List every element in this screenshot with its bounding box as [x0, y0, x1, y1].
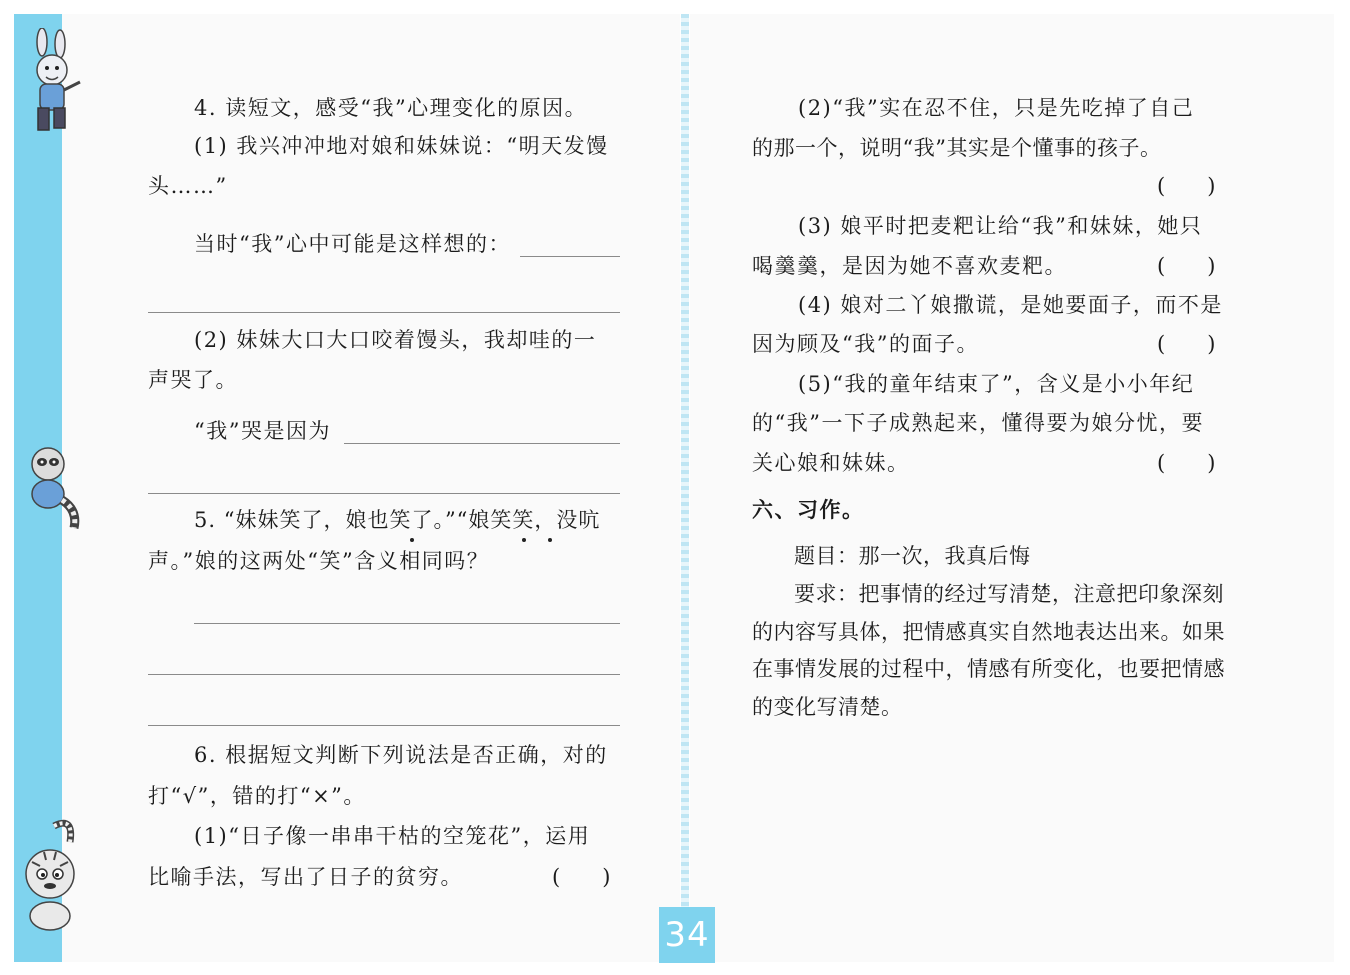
q4-2-prompt: “我”哭是因为: [194, 419, 331, 443]
emphasis-dot: [410, 538, 414, 542]
q6-5-text-line3: 关心娘和妹妹。: [752, 451, 910, 475]
q6-1-text-line2: 比喻手法，写出了日子的贫穷。: [148, 865, 463, 889]
writing-requirement-line1: 要求：把事情的经过写清楚，注意把印象深刻: [794, 582, 1224, 606]
q6-4-text-line1: (4) 娘对二丫娘撒谎，是她要面子，而不是: [798, 293, 1223, 317]
q6-text-line2: 打“√”，错的打“×”。: [148, 784, 366, 808]
q5-answer-line-1[interactable]: [194, 623, 620, 624]
raccoon-mascot-icon: [14, 442, 86, 534]
q5-text-line2: 声。”娘的这两处“笑”含义相同吗？: [148, 549, 490, 573]
answer-paren-q6-4[interactable]: ( ): [1157, 332, 1216, 356]
writing-requirement-line2: 的内容写具体，把情感真实自然地表达出来。如果: [752, 620, 1225, 644]
section-6-title: 六、习作。: [752, 497, 865, 522]
q6-text-line1: 6. 根据短文判断下列说法是否正确，对的: [194, 743, 608, 767]
page-number: 34: [659, 907, 715, 963]
q6-1-text-line1: (1)“日子像一串串干枯的空笼花”，运用: [194, 824, 591, 848]
q4-1-answer-line-1[interactable]: [520, 256, 620, 257]
q6-4-text-line2: 因为顾及“我”的面子。: [752, 332, 979, 356]
q4-1-text-line2: 头……”: [148, 174, 228, 198]
writing-topic: 题目：那一次，我真后悔: [794, 544, 1031, 568]
tiger-mascot-icon: [14, 816, 86, 934]
q4-title: 4. 读短文，感受“我”心理变化的原因。: [194, 96, 588, 120]
q4-2-answer-line-1[interactable]: [344, 443, 620, 444]
q6-5-text-line2: 的“我”一下子成熟起来，懂得要为娘分忧，要: [752, 411, 1204, 435]
q6-5-text-line1: (5)“我的童年结束了”，含义是小小年纪: [798, 372, 1195, 396]
rabbit-mascot-icon: [14, 28, 86, 140]
answer-paren-q6-5[interactable]: ( ): [1157, 451, 1216, 475]
q4-1-answer-line-2[interactable]: [148, 312, 620, 313]
answer-paren-q6-1[interactable]: ( ): [552, 865, 611, 889]
q6-3-text-line2: 喝羹羹，是因为她不喜欢麦粑。: [752, 254, 1067, 278]
answer-paren-q6-3[interactable]: ( ): [1157, 254, 1216, 278]
q5-answer-line-3[interactable]: [148, 725, 620, 726]
q5-answer-line-2[interactable]: [148, 674, 620, 675]
q6-3-text-line1: (3) 娘平时把麦粑让给“我”和妹妹，她只: [798, 214, 1203, 238]
q4-1-prompt: 当时“我”心中可能是这样想的：: [194, 232, 511, 256]
writing-requirement-line4: 的变化写清楚。: [752, 695, 903, 719]
emphasis-dot: [522, 538, 526, 542]
q6-2-text-line2: 的那一个，说明“我”其实是个懂事的孩子。: [752, 136, 1162, 160]
writing-requirement-line3: 在事情发展的过程中，情感有所变化，也要把情感: [752, 657, 1225, 681]
q4-2-answer-line-2[interactable]: [148, 493, 620, 494]
q5-text-line1: 5. “妹妹笑了，娘也笑了。”“娘笑笑，没吭: [194, 508, 601, 532]
book-spine: [681, 14, 689, 962]
q4-2-text-line1: (2) 妹妹大口大口咬着馒头，我却哇的一: [194, 328, 597, 352]
emphasis-dot: [548, 538, 552, 542]
q4-2-text-line2: 声哭了。: [148, 368, 238, 392]
q4-1-text-line1: (1) 我兴冲冲地对娘和妹妹说：“明天发馒: [194, 134, 609, 158]
answer-paren-q6-2[interactable]: ( ): [1157, 174, 1216, 198]
q6-2-text-line1: (2)“我”实在忍不住，只是先吃掉了自己: [798, 96, 1195, 120]
